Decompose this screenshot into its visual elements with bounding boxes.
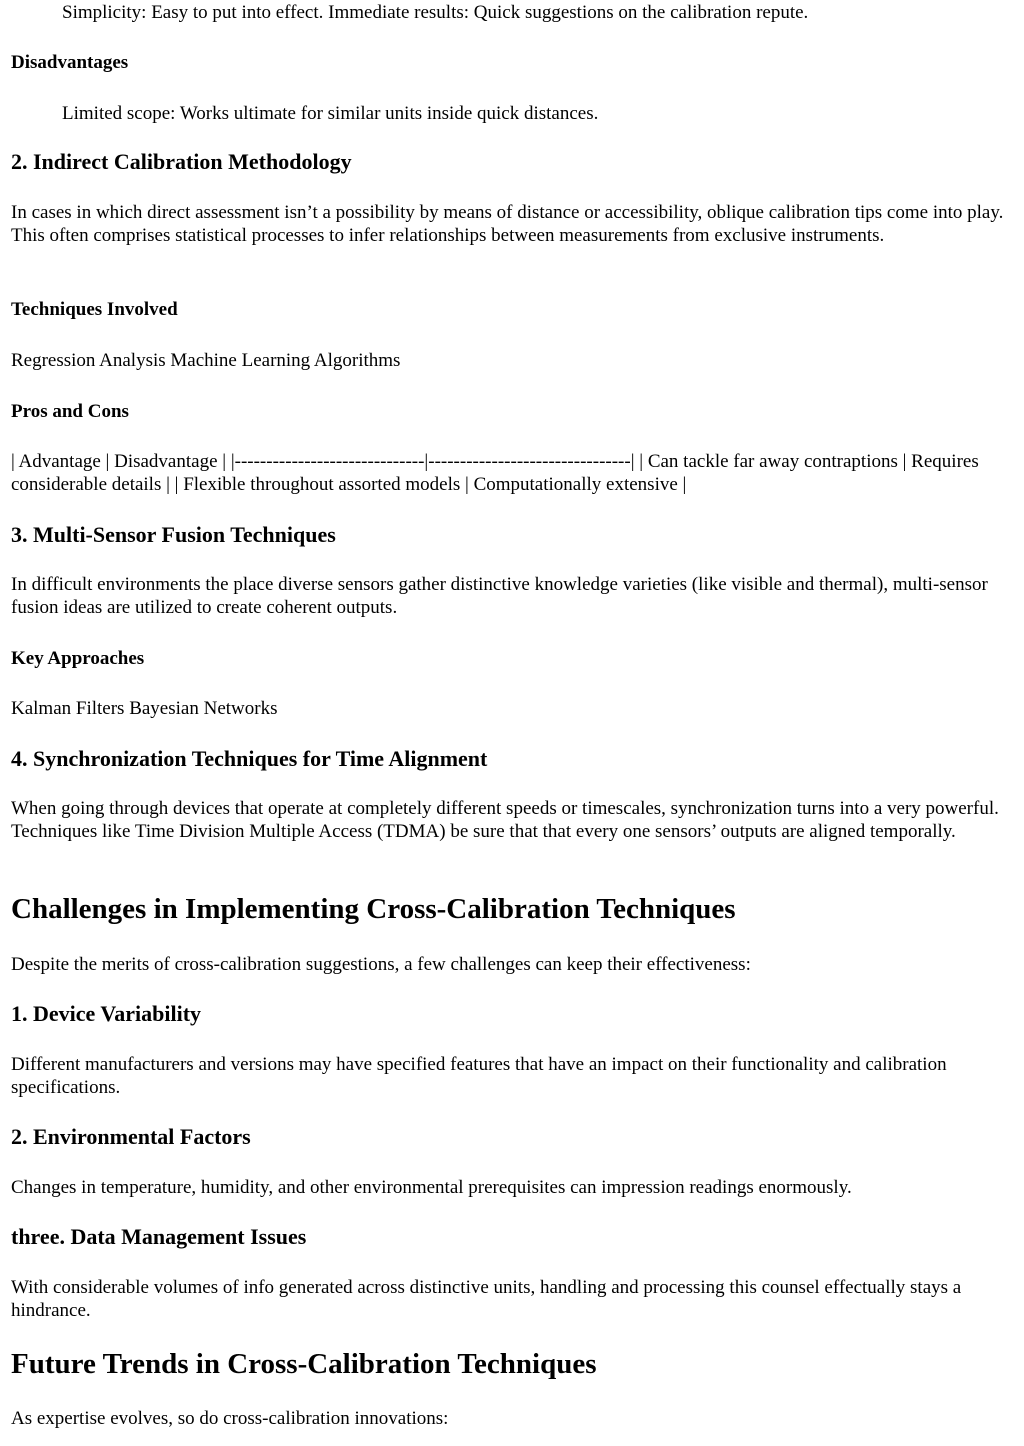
environmental-factors-paragraph: Changes in temperature, humidity, and other environmental prerequisites can impression readings enormously. <box>11 1177 852 1198</box>
data-management-heading: three. Data Management Issues <box>11 1224 307 1249</box>
synchronization-paragraph: When going through devices that operate at completely different speeds or timescales, synchronization turns into a very powerful. Techniques like Time Division Multiple Access (TDMA) be sure that that every one sensors’ outputs are aligned temporally. <box>11 798 999 842</box>
environmental-factors-heading: 2. Environmental Factors <box>11 1124 251 1149</box>
device-variability-heading: 1. Device Variability <box>11 1001 202 1026</box>
key-approaches-text: Kalman Filters Bayesian Networks <box>11 698 278 719</box>
device-variability-paragraph: Different manufacturers and versions may have specified features that have an impact on their functionality and calibration specifications. <box>11 1054 947 1098</box>
simplicity-text: Simplicity: Easy to put into effect. Immediate results: Quick suggestions on the calibration repute. <box>62 2 809 23</box>
multi-sensor-fusion-heading: 3. Multi-Sensor Fusion Techniques <box>11 522 336 547</box>
pros-cons-heading: Pros and Cons <box>11 401 129 422</box>
challenges-heading: Challenges in Implementing Cross-Calibration Techniques <box>11 893 736 925</box>
multi-sensor-fusion-paragraph: In difficult environments the place diverse sensors gather distinctive knowledge varieties (like visible and thermal), multi-sensor fusion ideas are utilized to create coherent outputs. <box>11 574 988 618</box>
data-management-paragraph: With considerable volumes of info generated across distinctive units, handling and processing this counsel effectually stays a hindrance. <box>11 1277 962 1321</box>
disadvantages-heading: Disadvantages <box>11 52 129 73</box>
indirect-calibration-paragraph: In cases in which direct assessment isn’t a possibility by means of distance or accessibility, oblique calibration tips come into play. This often comprises statistical processes to infer relationships between measurements from exclusive instruments. <box>11 202 1004 246</box>
future-trends-intro: As expertise evolves, so do cross-calibration innovations: <box>11 1408 449 1429</box>
challenges-intro: Despite the merits of cross-calibration suggestions, a few challenges can keep their effectiveness: <box>11 954 751 975</box>
future-trends-heading: Future Trends in Cross-Calibration Techniques <box>11 1348 597 1380</box>
techniques-involved-text: Regression Analysis Machine Learning Algorithms <box>11 350 401 371</box>
synchronization-heading: 4. Synchronization Techniques for Time Alignment <box>11 746 488 771</box>
indirect-calibration-heading: 2. Indirect Calibration Methodology <box>11 149 352 174</box>
techniques-involved-heading: Techniques Involved <box>11 299 178 320</box>
limited-scope-text: Limited scope: Works ultimate for similar units inside quick distances. <box>62 103 599 124</box>
pros-cons-text: | Advantage | Disadvantage | |------------------------------|--------------------------------| | Can tackle far away contraptions | Requires considerable details | | Flexible throughout assorted models | Computationally extensive | <box>11 451 979 495</box>
key-approaches-heading: Key Approaches <box>11 648 145 669</box>
